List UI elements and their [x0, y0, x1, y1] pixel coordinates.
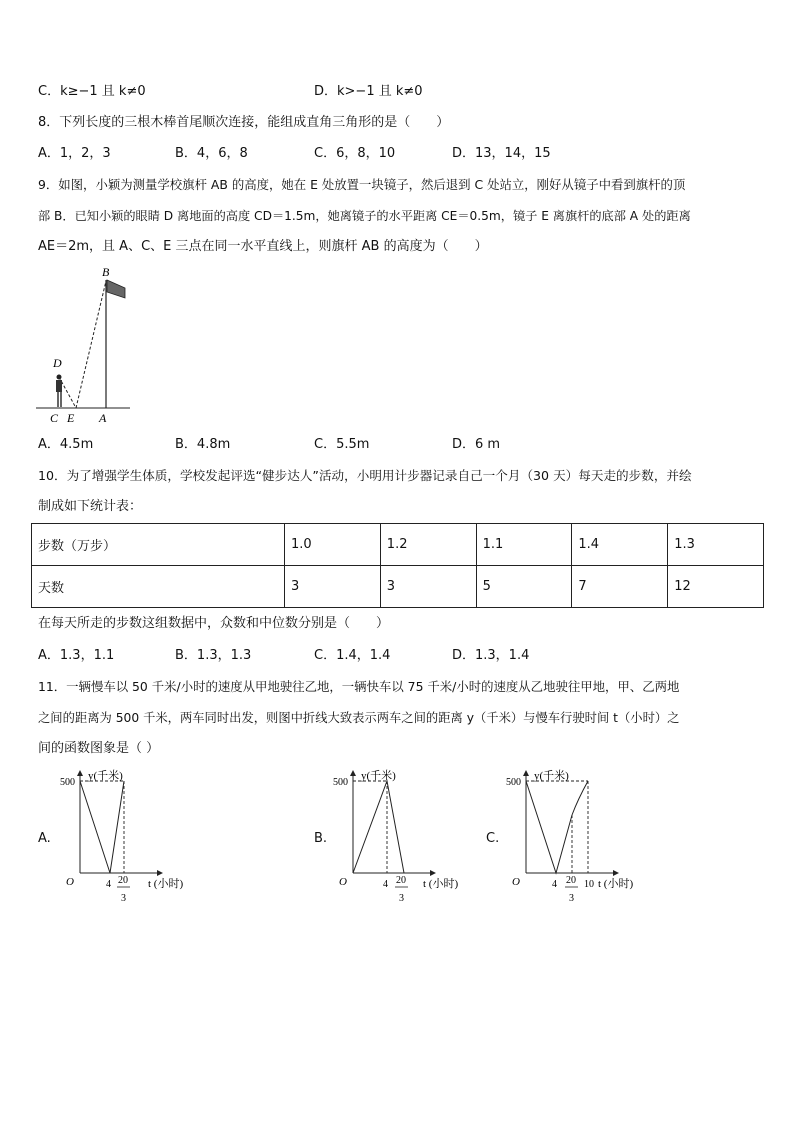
q10-stem-line1: 10．为了增强学生体质，学校发起评选“健步达人”活动，小明用计步器记录自己一个月（30 天）每天走的步数，并绘	[38, 468, 692, 483]
q9-stem-line1: 9．如图，小颖为测量学校旗杆 AB 的高度，她在 E 处放置一块镜子，然后退到 C 处站立，刚好从镜子中看到旗杆的顶	[38, 177, 686, 192]
origin-label: O	[66, 876, 74, 888]
q11-stem-line2: 之间的距离为 500 千米，两车同时出发，则图中折线大致表示两车之间的距离 y（千米）与慢车行驶时间 t（小时）之	[38, 711, 680, 725]
q9-stem-line3: AE＝2m，且 A、C、E 三点在同一水平直线上，则旗杆 AB 的高度为（ ）	[38, 239, 488, 254]
table-cell: 3	[285, 566, 381, 608]
table-cell: 1.0	[285, 524, 381, 566]
graph-b	[333, 765, 493, 910]
table-cell: 1.3	[668, 524, 764, 566]
q8-option-d: D．13，14，15	[452, 146, 551, 161]
tick-20: 20	[118, 875, 128, 886]
table-cell: 天数	[32, 566, 285, 608]
tick-3: 3	[399, 893, 404, 904]
table-cell: 1.2	[380, 524, 476, 566]
q8-stem: 8．下列长度的三根木棒首尾顺次连接，能组成直角三角形的是（ ）	[38, 115, 450, 130]
q9-stem-line2: 部 B．已知小颖的眼睛 D 离地面的高度 CD＝1.5m，她离镜子的水平距离 CE＝0.5m，镜子 E 离旗杆的底部 A 处的距离	[38, 209, 691, 223]
q10-option-d: D．1.3，1.4	[452, 648, 530, 663]
graph-b-label: B.	[314, 831, 328, 846]
tick-3: 3	[569, 893, 574, 904]
origin-label: O	[339, 876, 347, 888]
y-axis-label: y(千米)	[361, 770, 396, 782]
y-axis-label: y(千米)	[534, 770, 569, 782]
table-row	[32, 524, 764, 566]
table-cell: 7	[572, 566, 668, 608]
tick-4: 4	[383, 879, 388, 890]
q10-stem-line2: 制成如下统计表：	[38, 499, 143, 514]
tick-4: 4	[552, 879, 557, 890]
tick-500: 500	[60, 777, 75, 788]
y-axis-label: y(千米)	[88, 770, 123, 782]
tick-20: 20	[396, 875, 406, 886]
table-cell: 1.4	[572, 524, 668, 566]
label-b: B	[102, 265, 110, 279]
tick-3: 3	[121, 893, 126, 904]
label-a: A	[99, 411, 107, 425]
q8-option-c: C．6，8，10	[314, 146, 396, 161]
table-cell: 步数（万步）	[32, 524, 285, 566]
x-axis-label: t (小时)	[148, 878, 184, 890]
q8-option-a: A．1，2，3	[38, 146, 111, 161]
q8-option-b: B．4，6，8	[175, 146, 248, 161]
q9-flagpole-figure	[30, 262, 140, 428]
table-cell: 12	[668, 566, 764, 608]
q9-option-d: D．6 m	[452, 437, 501, 452]
graph-c	[506, 765, 666, 910]
tick-500: 500	[506, 777, 521, 788]
table-cell: 1.1	[476, 524, 572, 566]
label-e: E	[67, 411, 75, 425]
q9-option-c: C．5.5m	[314, 437, 370, 452]
tick-4: 4	[106, 879, 111, 890]
q7-option-d: D．k>−1 且 k≠0	[314, 84, 423, 99]
graph-a	[60, 765, 220, 910]
label-c: C	[50, 411, 59, 425]
origin-label: O	[512, 876, 520, 888]
table-cell: 3	[380, 566, 476, 608]
graph-a-label: A.	[38, 831, 51, 846]
q11-stem-line3: 间的函数图象是（ ）	[38, 741, 160, 756]
table-row	[32, 566, 764, 608]
q10-question: 在每天所走的步数这组数据中，众数和中位数分别是（ ）	[38, 616, 390, 631]
table-cell: 5	[476, 566, 572, 608]
q9-option-a: A．4.5m	[38, 437, 94, 452]
q10-option-c: C．1.4，1.4	[314, 648, 391, 663]
x-axis-label: t (小时)	[423, 878, 459, 890]
tick-10: 10	[584, 879, 594, 890]
q11-stem-line1: 11．一辆慢车以 50 千米/小时的速度从甲地驶往乙地，一辆快车以 75 千米/小时的速度从乙地驶往甲地，甲、乙两地	[38, 679, 680, 694]
tick-20: 20	[566, 875, 576, 886]
label-d: D	[53, 356, 62, 370]
q10-option-a: A．1.3，1.1	[38, 648, 115, 663]
x-axis-label: t (小时)	[598, 878, 634, 890]
q7-option-c: C．k≥−1 且 k≠0	[38, 84, 146, 99]
tick-500: 500	[333, 777, 348, 788]
q9-option-b: B．4.8m	[175, 437, 231, 452]
steps-table	[31, 523, 764, 608]
graph-c-label: C.	[486, 831, 500, 846]
q10-option-b: B．1.3，1.3	[175, 648, 252, 663]
